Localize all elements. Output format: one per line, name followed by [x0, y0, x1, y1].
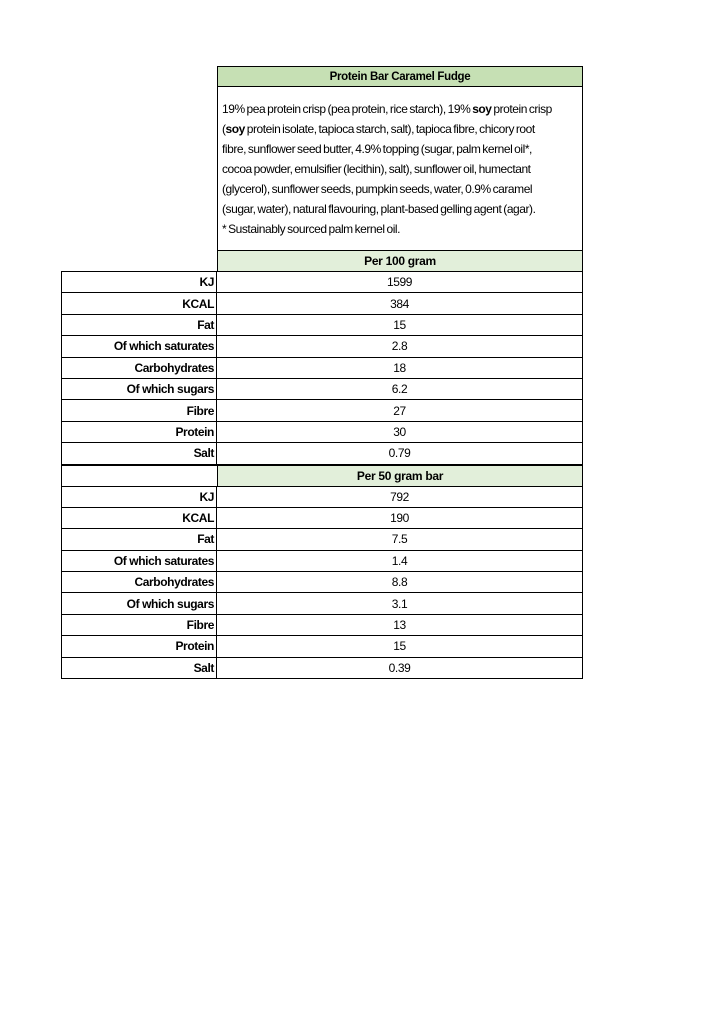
nutrient-value: 0.39: [217, 657, 583, 678]
nutrient-label: Fat: [62, 529, 217, 550]
nutrient-value: 27: [217, 400, 583, 421]
ingredients-line: [222, 99, 578, 119]
nutrient-label: KJ: [62, 272, 217, 293]
nutrient-label: Carbohydrates: [62, 572, 217, 593]
allergen-soy: soy: [472, 102, 492, 116]
allergen-soy: soy: [225, 122, 245, 136]
nutrient-value: 3.1: [217, 593, 583, 614]
nutrient-value: 792: [217, 486, 583, 507]
ingredients-fragment: (: [222, 122, 226, 136]
nutrient-label: Fat: [62, 314, 217, 335]
ingredients-line: [222, 119, 578, 139]
nutrient-label: Carbohydrates: [62, 357, 217, 378]
table-row: [62, 336, 583, 357]
nutrient-label: KJ: [62, 486, 217, 507]
blank-cell: [62, 466, 218, 486]
nutrient-label: Of which sugars: [62, 593, 217, 614]
nutrient-label: Fibre: [62, 400, 217, 421]
nutrient-value: 2.8: [217, 336, 583, 357]
table-row: [62, 400, 583, 421]
ingredients-line: (glycerol), sunflower seeds, pumpkin seeds, water, 0.9% caramel: [222, 182, 533, 196]
per-bar-table: [61, 486, 583, 680]
nutrient-label: KCAL: [62, 507, 217, 528]
per-bar-heading-row: [61, 465, 583, 486]
ingredients-fragment: 19% pea protein crisp (pea protein, rice starch), 19%: [222, 102, 473, 116]
table-row: [62, 314, 583, 335]
ingredients-line: * Sustainably sourced palm kernel oil.: [222, 222, 401, 236]
ingredients-line: cocoa powder, emulsifier (lecithin), salt), sunflower oil, humectant: [222, 162, 531, 176]
nutrient-value: 1599: [217, 272, 583, 293]
ingredients-line: (sugar, water), natural flavouring, plant-based gelling agent (agar).: [222, 202, 536, 216]
table-row: [62, 507, 583, 528]
nutrient-value: 15: [217, 636, 583, 657]
table-row: [62, 486, 583, 507]
table-row: [62, 443, 583, 464]
nutrition-sheet: [61, 66, 583, 679]
nutrient-label: Of which saturates: [62, 336, 217, 357]
nutrient-label: Salt: [62, 657, 217, 678]
nutrient-value: 0.79: [217, 443, 583, 464]
nutrient-label: Of which sugars: [62, 378, 217, 399]
ingredients-text: [217, 87, 583, 250]
ingredients-fragment: protein isolate, tapioca starch, salt), tapioca fibre, chicory root: [244, 122, 535, 136]
nutrient-value: 30: [217, 421, 583, 442]
table-row: [62, 550, 583, 571]
per-bar-heading: Per 50 gram bar: [218, 466, 582, 486]
nutrient-label: Protein: [62, 421, 217, 442]
nutrient-label: Salt: [62, 443, 217, 464]
table-row: [62, 421, 583, 442]
table-row: [62, 272, 583, 293]
table-row: [62, 572, 583, 593]
table-row: [62, 657, 583, 678]
nutrient-value: 13: [217, 614, 583, 635]
nutrient-value: 190: [217, 507, 583, 528]
nutrient-label: KCAL: [62, 293, 217, 314]
nutrient-value: 18: [217, 357, 583, 378]
ingredients-fragment: protein crisp: [491, 102, 552, 116]
ingredients-line: fibre, sunflower seed butter, 4.9% topping (sugar, palm kernel oil*,: [222, 142, 532, 156]
table-row: [62, 614, 583, 635]
table-row: [62, 636, 583, 657]
product-title: Protein Bar Caramel Fudge: [217, 66, 583, 87]
per-100g-heading: Per 100 gram: [217, 250, 583, 271]
nutrient-label: Of which saturates: [62, 550, 217, 571]
per-100g-table: [61, 271, 583, 465]
table-row: [62, 378, 583, 399]
nutrient-value: 15: [217, 314, 583, 335]
nutrient-value: 8.8: [217, 572, 583, 593]
table-row: [62, 593, 583, 614]
table-row: [62, 357, 583, 378]
nutrient-value: 6.2: [217, 378, 583, 399]
nutrient-label: Protein: [62, 636, 217, 657]
nutrient-value: 384: [217, 293, 583, 314]
table-row: [62, 293, 583, 314]
nutrient-label: Fibre: [62, 614, 217, 635]
nutrient-value: 1.4: [217, 550, 583, 571]
nutrient-value: 7.5: [217, 529, 583, 550]
table-row: [62, 529, 583, 550]
